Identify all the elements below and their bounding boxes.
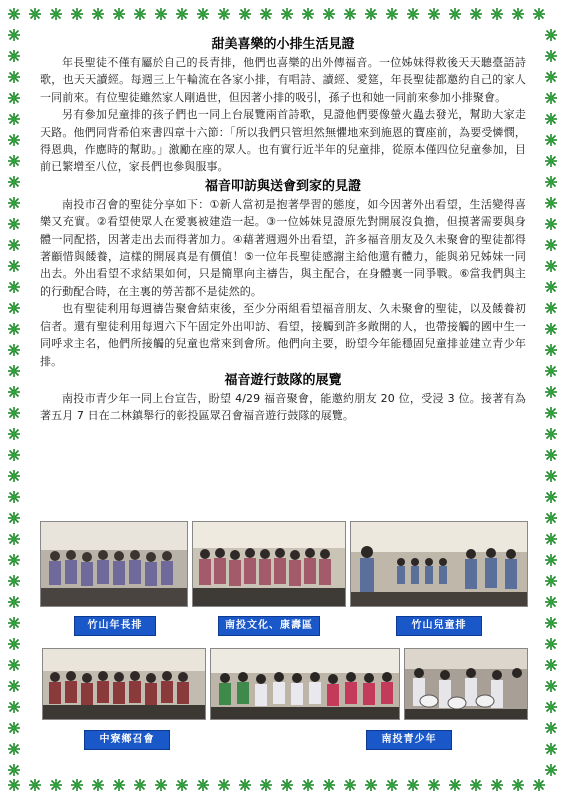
leaf-sprig-icon — [545, 764, 557, 776]
leaf-sprig-icon — [134, 779, 146, 791]
photo-zhongliao — [42, 648, 206, 720]
leaf-sprig-icon — [92, 8, 104, 20]
leaf-sprig-icon — [428, 8, 440, 20]
leaf-sprig-icon — [8, 302, 20, 314]
leaf-sprig-icon — [545, 113, 557, 125]
leaf-sprig-icon — [533, 8, 545, 20]
caption-nantou-wenhua: 南投文化、康壽區 — [218, 616, 320, 636]
caption-zhushan-elders: 竹山年長排 — [74, 616, 156, 636]
caption-zhushan-children: 竹山兒童排 — [396, 616, 482, 636]
leaf-sprig-icon — [8, 554, 20, 566]
section-small-group — [40, 36, 526, 176]
leaf-sprig-icon — [8, 281, 20, 293]
leaf-sprig-icon — [365, 779, 377, 791]
leaf-sprig-icon — [8, 323, 20, 335]
leaf-sprig-icon — [545, 638, 557, 650]
caption-nantou-youth: 南投青少年 — [366, 730, 452, 750]
leaf-sprig-icon — [545, 260, 557, 272]
leaf-sprig-icon — [545, 512, 557, 524]
photo-nantou-wenhua — [192, 521, 346, 607]
leaf-sprig-icon — [8, 470, 20, 482]
photo-nantou-drums — [404, 648, 528, 720]
leaf-sprig-icon — [8, 638, 20, 650]
leaf-sprig-icon — [545, 680, 557, 692]
leaf-sprig-icon — [386, 779, 398, 791]
leaf-sprig-icon — [8, 260, 20, 272]
leaf-sprig-icon — [545, 29, 557, 41]
leaf-sprig-icon — [512, 8, 524, 20]
section-drum-parade — [40, 372, 526, 425]
leaf-sprig-icon — [113, 779, 125, 791]
leaf-sprig-icon — [470, 779, 482, 791]
leaf-sprig-icon — [449, 8, 461, 20]
leaf-sprig-icon — [449, 779, 461, 791]
leaf-sprig-icon — [8, 659, 20, 671]
leaf-sprig-icon — [545, 176, 557, 188]
leaf-sprig-icon — [155, 779, 167, 791]
leaf-sprig-icon — [8, 71, 20, 83]
leaf-sprig-icon — [407, 8, 419, 20]
paragraph: 另有參加兒童排的孩子們也一同上台展覽兩首詩歌，見證他們要像螢火蟲去發光，幫助大家走天路。他們同背希伯來書四章十六節：「所以我們只管坦然無懼地來到施恩的寶座前，為要受憐憫，得恩典，作應時的幫助。」激勵在座的眾人。也有實行近半年的兒童排，從原本僅四位兒童參加，目前已繁增至八位，家長們也參與服事。 — [40, 108, 526, 174]
leaf-sprig-icon — [8, 50, 20, 62]
leaf-sprig-icon — [8, 701, 20, 713]
leaf-sprig-icon — [134, 8, 146, 20]
leaf-sprig-icon — [8, 92, 20, 104]
leaf-sprig-icon — [545, 491, 557, 503]
photo-zhushan-children — [350, 521, 528, 607]
leaf-sprig-icon — [545, 134, 557, 146]
leaf-sprig-icon — [8, 491, 20, 503]
leaf-sprig-icon — [545, 71, 557, 83]
leaf-sprig-icon — [8, 344, 20, 356]
leaf-sprig-icon — [545, 281, 557, 293]
leaf-sprig-icon — [512, 779, 524, 791]
leaf-sprig-icon — [218, 8, 230, 20]
leaf-sprig-icon — [155, 8, 167, 20]
leaf-sprig-icon — [239, 779, 251, 791]
leaf-sprig-icon — [545, 470, 557, 482]
leaf-sprig-icon — [8, 176, 20, 188]
leaf-sprig-icon — [29, 8, 41, 20]
leaf-sprig-icon — [50, 8, 62, 20]
leaf-sprig-icon — [260, 8, 272, 20]
leaf-sprig-icon — [491, 779, 503, 791]
leaf-sprig-icon — [71, 779, 83, 791]
section-title: 福音叩訪與送會到家的見證 — [204, 178, 361, 194]
leaf-sprig-icon — [50, 779, 62, 791]
leaf-sprig-icon — [545, 92, 557, 104]
leaf-sprig-icon — [545, 596, 557, 608]
leaf-sprig-icon — [323, 8, 335, 20]
paragraph: 也有聖徒利用每週禱告聚會結束後，至少分兩組看望福音朋友、久未聚會的聖徒，以及餧養初信者。還有聖徒利用每週六下午固定外出叩訪、看望，接觸到許多敞開的人，也帶接觸的國中生一同呼求主名，他們所接觸的兒童也常來到會所。他們向主要，盼望今年能穩固兒童排並建立青少年排。 — [40, 302, 526, 368]
leaf-sprig-icon — [8, 134, 20, 146]
paragraph: 南投市召會的聖徒分享如下：①新人當初是抱著學習的態度，如今因著外出看望，生活變得喜樂又充實。②看望使眾人在愛裏被建造一起。③一位姊妹見證原先對開展沒負擔，但摸著需要與身體一同配搭，因著走出去而得著加力。④藉著週週外出看望，許多福音朋友及久未聚會的聖徒都得著顧惜與餧養，這樣的開展真是有價值！⑤一位年長聖徒感謝主給他還有體力，能與弟兄姊妹一同出去。外出看望不求結果如何，只是簡單向主禱告，與主配合，在身體裏一同爭戰。⑥當我們與主的行動配合時，在主裏的勞苦都不是徒然的。 — [40, 197, 526, 298]
leaf-sprig-icon — [8, 743, 20, 755]
leaf-sprig-icon — [29, 779, 41, 791]
leaf-sprig-icon — [176, 8, 188, 20]
leaf-sprig-icon — [8, 428, 20, 440]
leaf-sprig-icon — [8, 617, 20, 629]
leaf-sprig-icon — [8, 680, 20, 692]
leaf-sprig-icon — [545, 386, 557, 398]
leaf-sprig-icon — [545, 344, 557, 356]
leaf-sprig-icon — [491, 8, 503, 20]
leaf-sprig-icon — [281, 779, 293, 791]
leaf-sprig-icon — [8, 239, 20, 251]
leaf-sprig-icon — [8, 407, 20, 419]
leaf-sprig-icon — [8, 218, 20, 230]
leaf-sprig-icon — [260, 779, 272, 791]
leaf-sprig-icon — [8, 197, 20, 209]
leaf-sprig-icon — [545, 365, 557, 377]
leaf-sprig-icon — [92, 779, 104, 791]
leaf-sprig-icon — [239, 8, 251, 20]
leaf-sprig-icon — [533, 779, 545, 791]
leaf-sprig-icon — [8, 29, 20, 41]
article-body — [40, 36, 526, 427]
leaf-sprig-icon — [8, 386, 20, 398]
section-title: 甜美喜樂的小排生活見證 — [211, 37, 355, 52]
leaf-sprig-icon — [545, 533, 557, 545]
leaf-sprig-icon — [113, 8, 125, 20]
leaf-sprig-icon — [545, 407, 557, 419]
leaf-sprig-icon — [8, 596, 20, 608]
leaf-sprig-icon — [545, 302, 557, 314]
leaf-sprig-icon — [8, 155, 20, 167]
leaf-sprig-icon — [545, 218, 557, 230]
section-gospel-visit — [40, 178, 526, 370]
leaf-sprig-icon — [545, 155, 557, 167]
leaf-sprig-icon — [545, 743, 557, 755]
leaf-sprig-icon — [71, 8, 83, 20]
leaf-sprig-icon — [470, 8, 482, 20]
leaf-sprig-icon — [323, 779, 335, 791]
photo-grid — [40, 521, 526, 751]
leaf-sprig-icon — [8, 512, 20, 524]
leaf-sprig-icon — [344, 8, 356, 20]
caption-zhongliao: 中寮鄉召會 — [84, 730, 170, 750]
leaf-sprig-icon — [8, 113, 20, 125]
leaf-sprig-icon — [545, 617, 557, 629]
paragraph: 南投市青少年一同上台宣告，盼望 4/29 福音聚會，能邀約朋友 20 位，受浸 3 位。接著有為著五月 7 日在二林鎮舉行的彰投區眾召會福音遊行鼓隊的展覽。 — [40, 391, 526, 423]
leaf-sprig-icon — [545, 575, 557, 587]
leaf-sprig-icon — [8, 365, 20, 377]
leaf-sprig-icon — [365, 8, 377, 20]
leaf-sprig-icon — [8, 722, 20, 734]
leaf-sprig-icon — [8, 764, 20, 776]
leaf-sprig-icon — [281, 8, 293, 20]
leaf-sprig-icon — [407, 779, 419, 791]
leaf-sprig-icon — [8, 449, 20, 461]
leaf-sprig-icon — [197, 8, 209, 20]
leaf-sprig-icon — [8, 533, 20, 545]
photo-zhushan-elders — [40, 521, 188, 607]
leaf-sprig-icon — [302, 779, 314, 791]
leaf-sprig-icon — [176, 779, 188, 791]
paragraph: 年長聖徒不僅有屬於自己的長青排，他們也喜樂的出外傳福音。一位姊妹得救後天天聽臺語詩歌，也天天讀經。每週三上午輪流在各家小排，有唱詩、讀經、愛筵，年長聖徒都邀約自己的家人一同前來。有位聖徒雖然家人剛過世，但因著小排的吸引，孫子也和她一同前來參加小排聚會。 — [40, 56, 526, 104]
leaf-sprig-icon — [197, 779, 209, 791]
leaf-sprig-icon — [545, 428, 557, 440]
leaf-sprig-icon — [545, 197, 557, 209]
leaf-sprig-icon — [545, 554, 557, 566]
leaf-sprig-icon — [428, 779, 440, 791]
leaf-sprig-icon — [545, 239, 557, 251]
leaf-sprig-icon — [386, 8, 398, 20]
leaf-sprig-icon — [302, 8, 314, 20]
leaf-sprig-icon — [8, 575, 20, 587]
photo-nantou-youth-group — [210, 648, 400, 720]
leaf-sprig-icon — [545, 722, 557, 734]
leaf-sprig-icon — [545, 449, 557, 461]
leaf-sprig-icon — [218, 779, 230, 791]
section-title: 福音遊行鼓隊的展覽 — [224, 372, 342, 388]
leaf-sprig-icon — [545, 701, 557, 713]
leaf-sprig-icon — [545, 50, 557, 62]
leaf-sprig-icon — [8, 8, 20, 20]
leaf-sprig-icon — [344, 779, 356, 791]
leaf-sprig-icon — [545, 323, 557, 335]
leaf-sprig-icon — [545, 659, 557, 671]
leaf-sprig-icon — [8, 779, 20, 791]
